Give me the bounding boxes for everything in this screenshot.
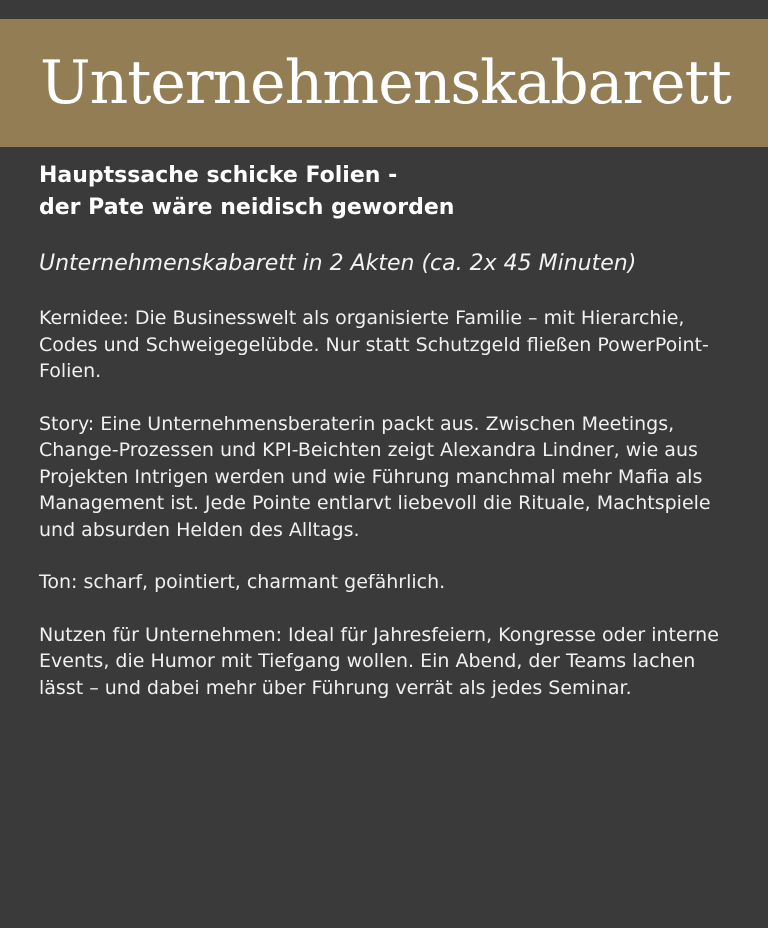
headline-line-1: Hauptssache schicke Folien - (39, 163, 398, 188)
paragraph-kernidee: Kernidee: Die Businesswelt als organisierte Familie – mit Hierarchie, Codes und Schweigegelübde. Nur statt Schutzgeld fließen PowerPoint-Folien. (39, 307, 709, 382)
headline (39, 160, 734, 224)
paragraph-nutzen: Nutzen für Unternehmen: Ideal für Jahresfeiern, Kongresse oder interne Events, die Humor mit Tiefgang wollen. Ein Abend, der Teams lachen lässt – und dabei mehr über Führung verrät als jedes Seminar. (39, 623, 719, 699)
subtitle: Unternehmenskabarett in 2 Akten (ca. 2x 45 Minuten) (39, 251, 637, 276)
main-content (39, 160, 734, 701)
paragraph-story: Story: Eine Unternehmensberaterin packt aus. Zwischen Meetings, Change-Prozessen und KPI-Beichten zeigt Alexandra Lindner, wie aus Projekten Intrigen werden und wie Führung manchmal mehr Mafia als Management ist. Jede Pointe entlarvt liebevoll die Rituale, Machtspiele und absurden Helden des Alltags. (39, 412, 711, 541)
paragraph-ton: Ton: scharf, pointiert, charmant gefährlich. (39, 571, 446, 593)
title-banner (0, 19, 768, 147)
page-title: Unternehmenskabarett (40, 48, 731, 118)
headline-line-2: der Pate wäre neidisch geworden (39, 195, 455, 220)
